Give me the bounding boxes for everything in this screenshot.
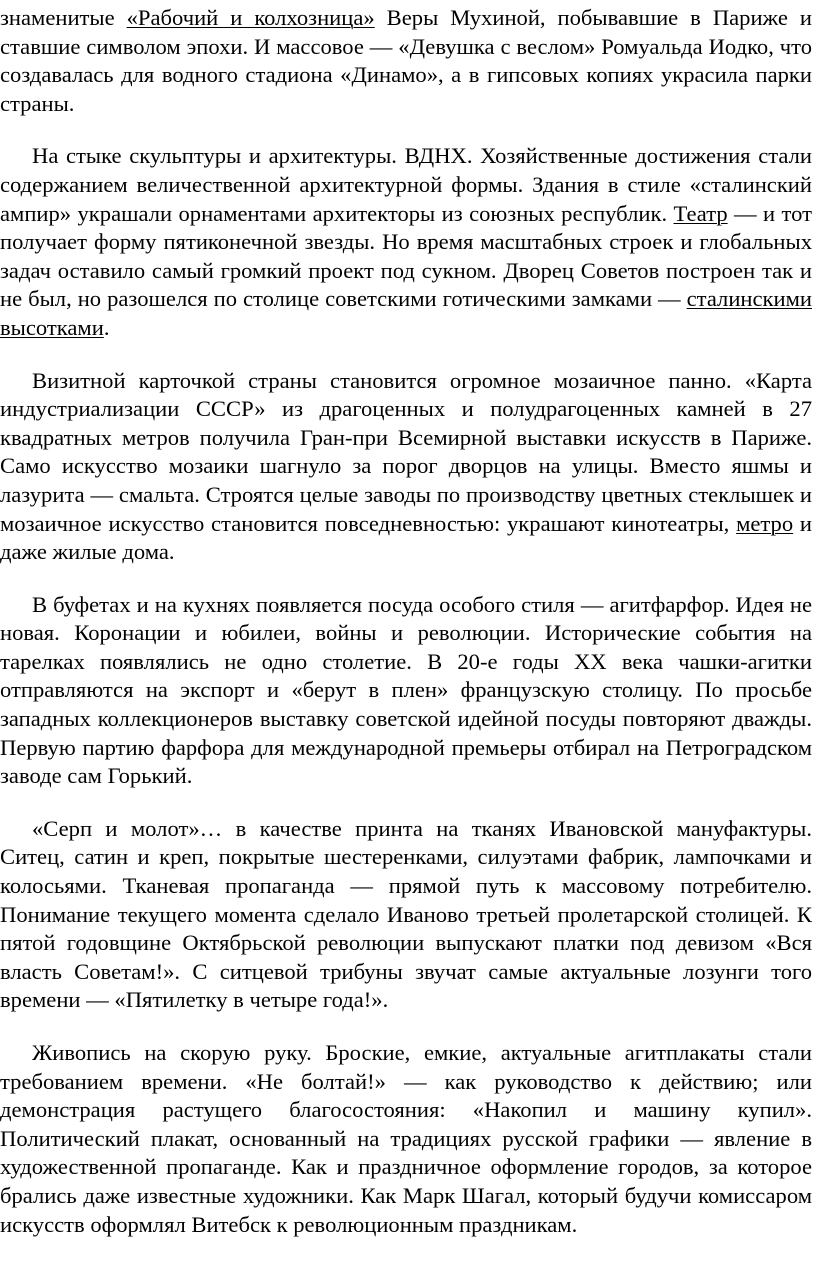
paragraph-3-text: и даже жилые дома.: [0, 510, 812, 565]
paragraph-4: [0, 591, 812, 791]
paragraph-3-text: Визитной карточкой страны становится огромное мозаичное панно. «Карта индустриализации СССР» из драгоценных и полудрагоценных камней в 27 квадратных метров получила Гран-при Всемирной выставки искусств в Париже. Само искусство мозаики шагнуло за порог дворцов на улицы. Вместо яшмы и лазурита — смальта. Строятся целые заводы по производству цветных стеклышек и мозаичное искусство становится повседневностью: украшают кинотеатры,: [0, 367, 812, 536]
paragraph-1-text: Веры Мухиной, побывавшие в Париже и ставшие символом эпохи. И массовое — «Девушка с веслом» Ромуальда Иодко, что создавалась для водного стадиона «Динамо», а в гипсовых копиях украсила парки страны.: [0, 5, 812, 116]
paragraph-6-text: Живопись на скорую руку. Броские, емкие, актуальные агитплакаты стали требованием времени. «Не болтай!» — как руководство к действию; или демонстрация растущего благосостояния: «Накопил и машину купил». Политический плакат, основанный на традициях русской графики — явление в художественной пропаганде. Как и праздничное оформление городов, за которое брались даже известные художники. Как Марк Шагал, который будучи комиссаром искусств оформлял Витебск к революционным праздникам.: [0, 1040, 812, 1237]
paragraph-2-text: — и тот получает форму пятиконечной звезды. Но время масштабных строек и глобальных задач оставило самый громкий проект под сукном. Дворец Советов построен так и не был, но разошелся по столице советскими готическими замками —: [0, 200, 812, 312]
paragraph-2-text: На стыке скульптуры и архитектуры. ВДНХ. Хозяйственные достижения стали содержанием величественной архитектурной формы. Здания в стиле «сталинский ампир» украшали орнаментами архитекторы из союзных республик.: [0, 143, 812, 226]
paragraph-6: [0, 1039, 812, 1239]
document-page: [0, 4, 812, 1263]
link-theatre[interactable]: Театр: [673, 200, 728, 226]
paragraph-2: [0, 142, 812, 342]
paragraph-3: [0, 367, 812, 567]
paragraph-4-text: В буфетах и на кухнях появляется посуда особого стиля — агитфарфор. Идея не новая. Коронации и юбилеи, войны и революции. Исторические события на тарелках появлялись не одно столетие. В 20-е годы XX века чашки-агитки отправляются на экспорт и «берут в плен» французскую столицу. По просьбе западных коллекционеров выставку советской идейной посуды повторяют дважды. Первую партию фарфора для международной премьеры отбирал на Петроградском заводе сам Горький.: [0, 591, 812, 789]
paragraph-1-text: знаменитые: [0, 5, 127, 30]
link-metro[interactable]: метро: [736, 510, 794, 536]
link-worker-and-kolkhoz-woman[interactable]: «Рабочий и колхозница»: [126, 5, 375, 30]
paragraph-2-text: .: [103, 314, 110, 340]
link-stalinist-skyscrapers[interactable]: сталинскими высотками: [0, 286, 812, 340]
paragraph-5-text: «Серп и молот»… в качестве принта на тканях Ивановской мануфактуры. Ситец, сатин и креп, покрытые шестеренками, силуэтами фабрик, лампочками и колосьями. Тканевая пропаганда — прямой путь к массовому потребителю. Понимание текущего момента сделало Иваново третьей пролетарской столицей. К пятой годовщине Октябрьской революции выпускают платки под девизом «Вся власть Советам!». С ситцевой трибуны звучат самые актуальные лозунги того времени — «Пятилетку в четыре года!».: [0, 815, 812, 1013]
paragraph-5: [0, 815, 812, 1015]
paragraph-1: [0, 4, 812, 118]
